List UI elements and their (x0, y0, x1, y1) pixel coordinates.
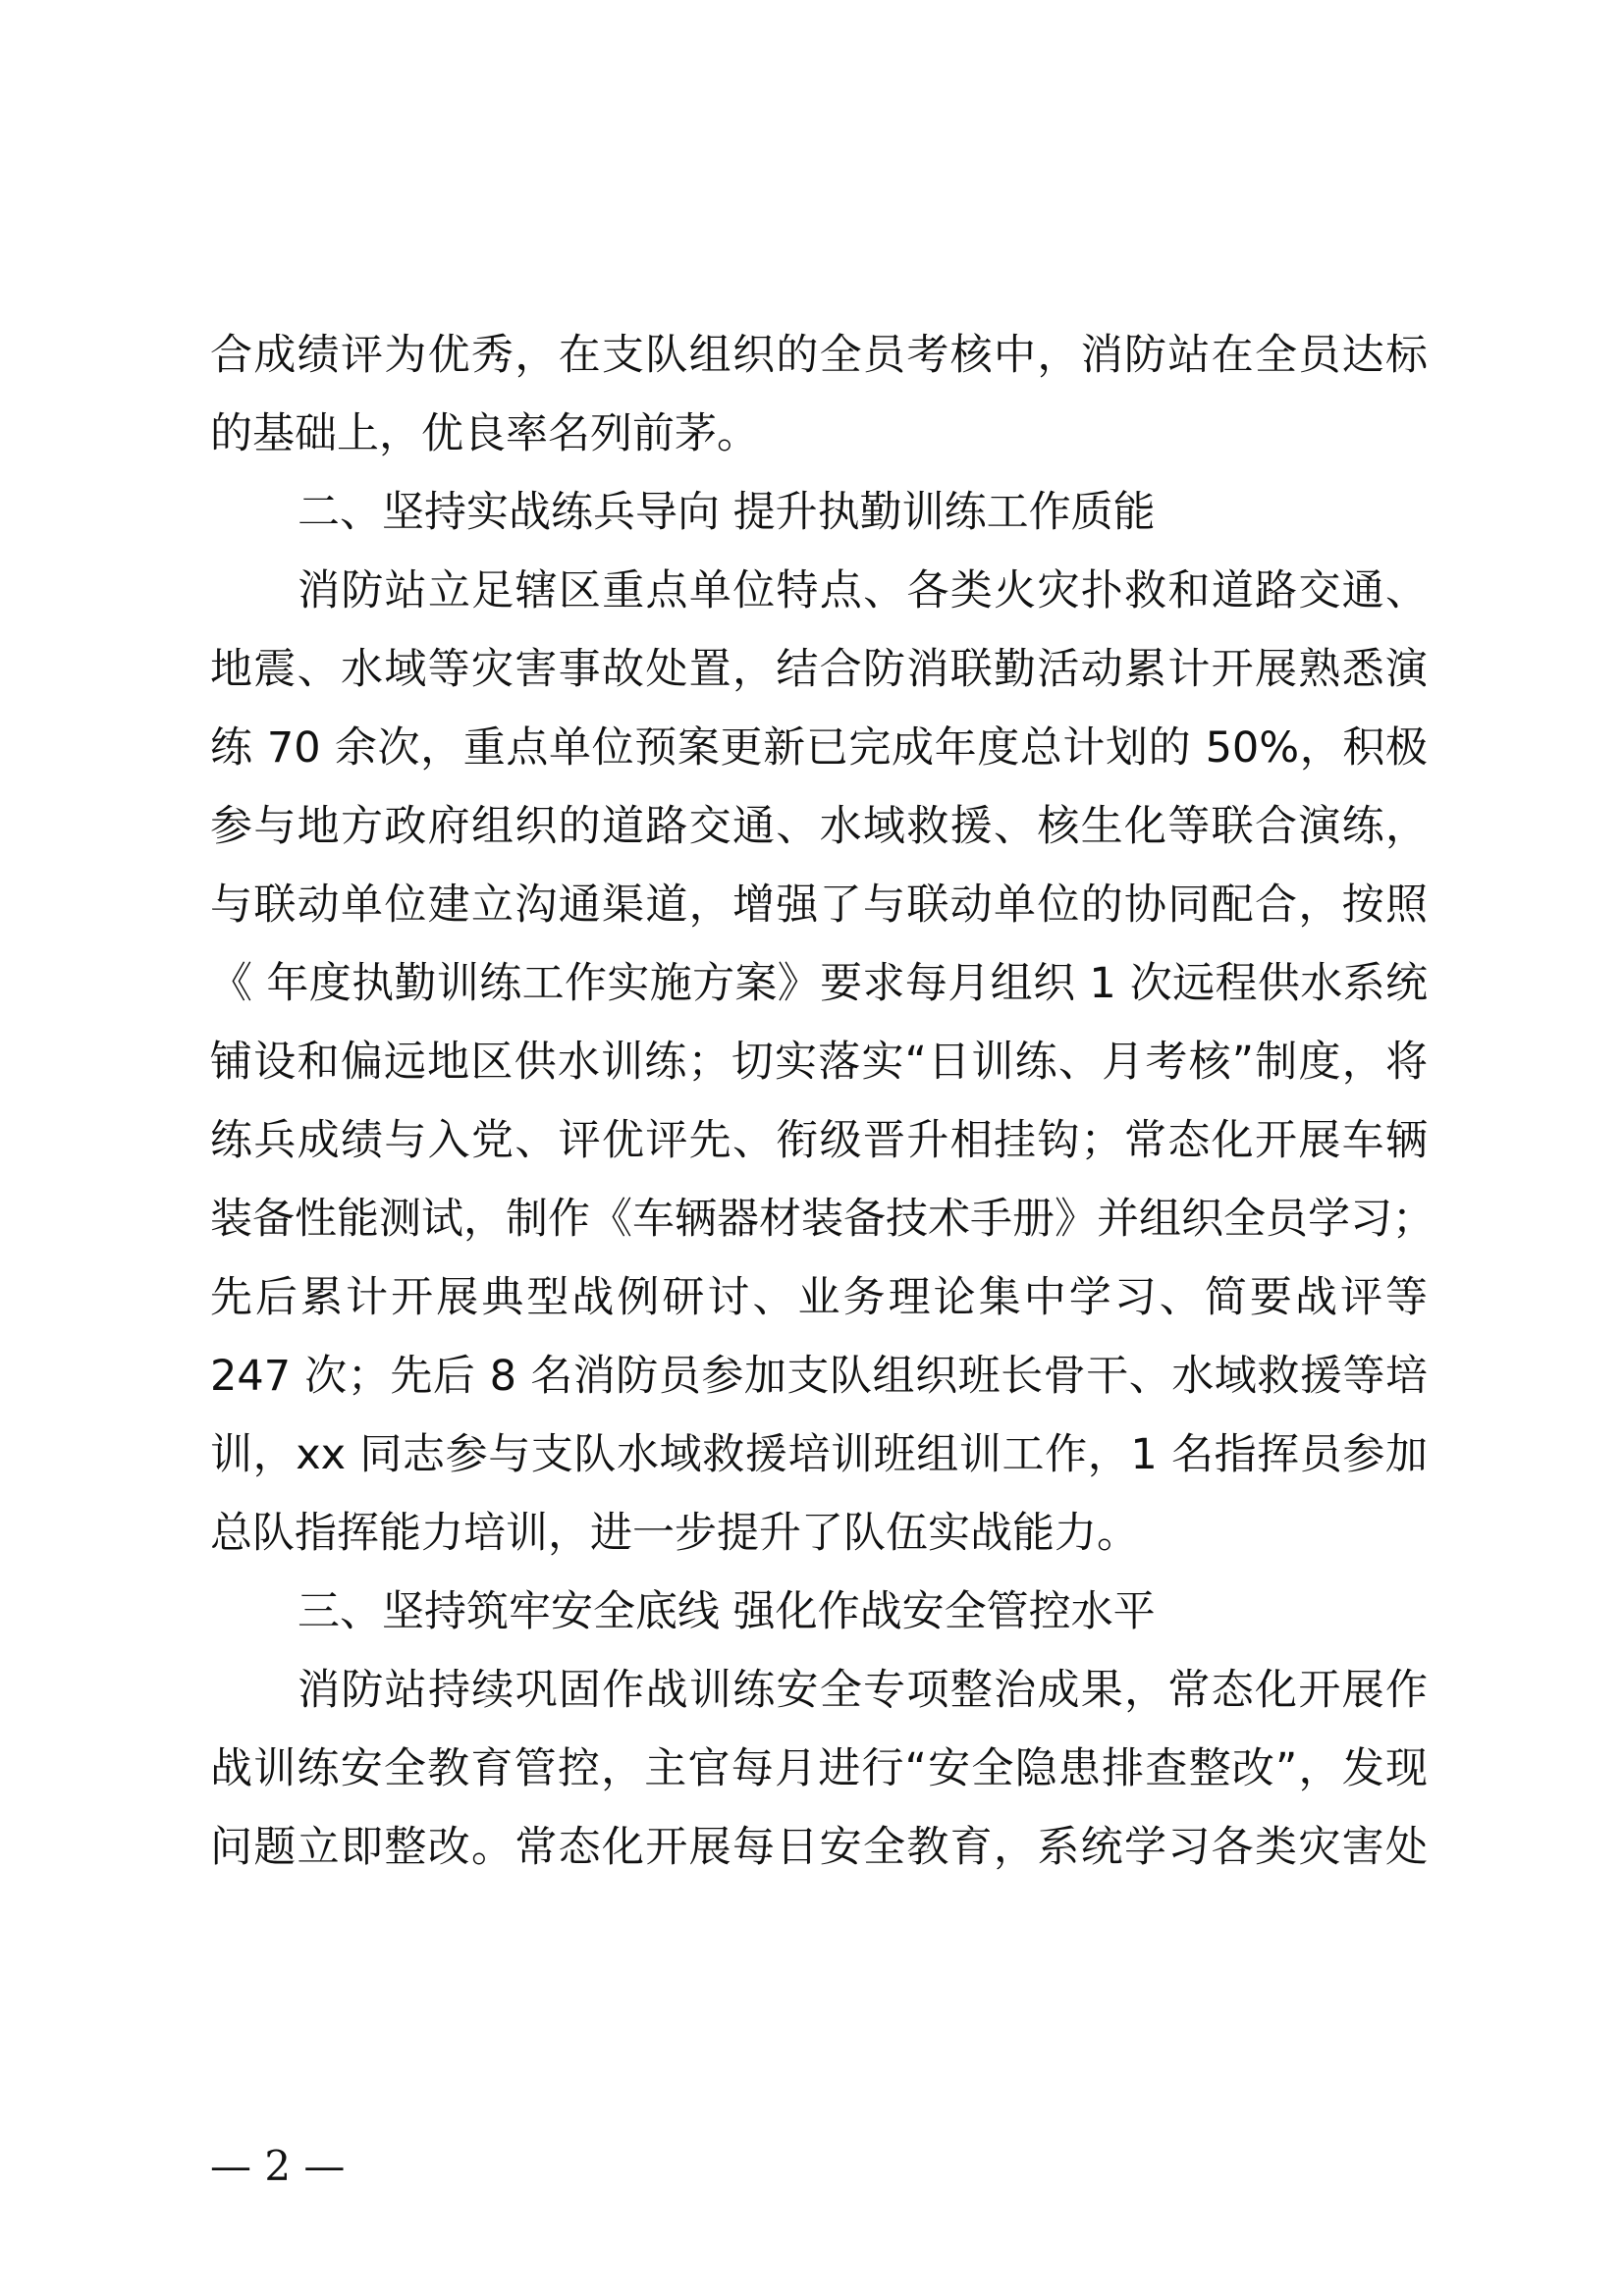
body-text-line: 战训练安全教育管控，主官每月进行“安全隐患排查整改”，发现 (210, 1744, 1428, 1793)
body-text-line: 装备性能测试，制作《车辆器材装备技术手册》并组织全员学习； (210, 1195, 1435, 1244)
body-text-line: 问题立即整改。常态化开展每日安全教育，系统学习各类灾害处 (210, 1823, 1428, 1872)
body-text-line: 的基础上，优良率名列前茅。 (210, 409, 759, 458)
paragraph-first-line: 消防站持续巩固作战训练安全专项整治成果，常态化开展作 (298, 1666, 1428, 1715)
body-text-line: 练 70 余次，重点单位预案更新已完成年度总计划的 50%，积极 (210, 723, 1428, 773)
section-heading: 二、坚持实战练兵导向 提升执勤训练工作质能 (298, 488, 1156, 537)
body-text-line: 参与地方政府组织的道路交通、水域救援、核生化等联合演练， (210, 802, 1428, 851)
body-text-line: 铺设和偏远地区供水训练；切实落实“日训练、月考核”制度，将 (210, 1038, 1428, 1087)
body-text-line: 地震、水域等灾害事故处置，结合防消联勤活动累计开展熟悉演 (210, 645, 1428, 694)
body-text-line: 与联动单位建立沟通渠道，增强了与联动单位的协同配合，按照 (210, 881, 1428, 930)
body-text-line: 练兵成绩与入党、评优评先、衔级晋升相挂钩；常态化开展车辆 (210, 1116, 1428, 1165)
body-text-line: 训，xx 同志参与支队水域救援培训班组训工作，1 名指挥员参加 (210, 1430, 1428, 1479)
section-heading: 三、坚持筑牢安全底线 强化作战安全管控水平 (298, 1587, 1156, 1636)
body-text-line: 总队指挥能力培训，进一步提升了队伍实战能力。 (210, 1509, 1139, 1558)
page-number: — 2 — (210, 2142, 346, 2190)
body-text-line: 先后累计开展典型战例研讨、业务理论集中学习、简要战评等 (210, 1273, 1428, 1322)
paragraph-first-line: 消防站立足辖区重点单位特点、各类火灾扑救和道路交通、 (298, 566, 1428, 615)
body-text-line: 247 次；先后 8 名消防员参加支队组织班长骨干、水域救援等培 (210, 1352, 1428, 1401)
body-text-line: 合成绩评为优秀，在支队组织的全员考核中，消防站在全员达标 (210, 331, 1428, 380)
body-text-line: 《 年度执勤训练工作实施方案》要求每月组织 1 次远程供水系统 (210, 959, 1428, 1008)
